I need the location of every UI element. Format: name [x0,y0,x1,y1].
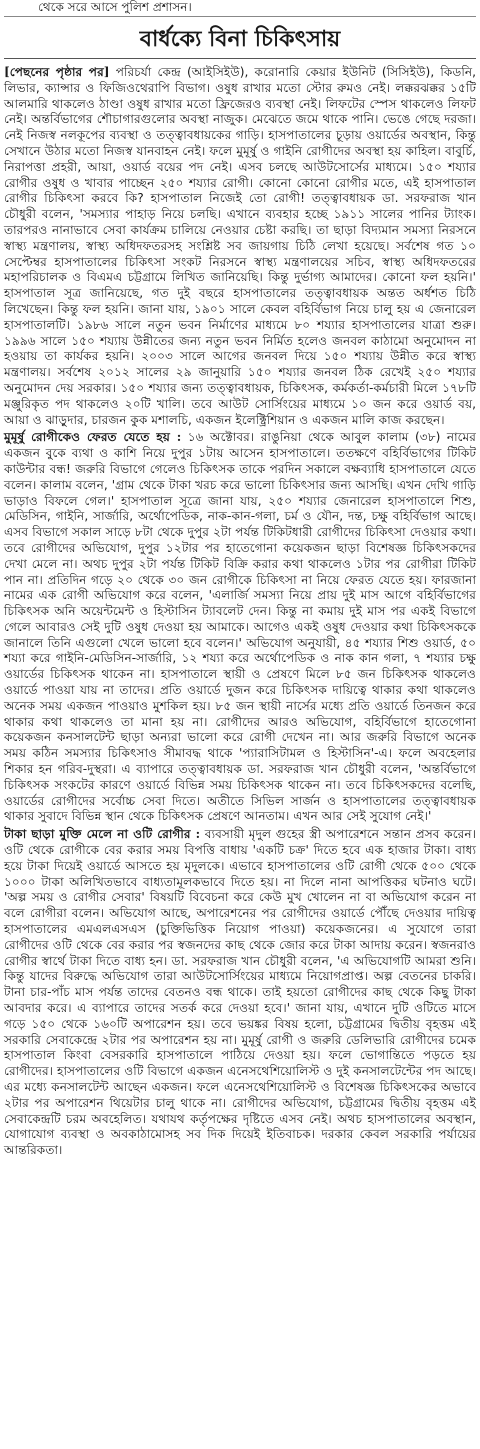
article-body [4,65,476,1159]
section-text: ১৬ অক্টোবর। রাঙুনিয়া থেকে আবুল কালাম (৩৮) নামের একজন বুকে ব্যথা ও কাশি নিয়ে দুপুর ১টায় আসেন হাসপাতালে। ততক্ষণে বহির্বিভাগের টিকিট কাউন্টার বন্ধ! জরুরি বিভাগে গেলেও চিকিৎসক তাকে পরদিন সকালে বক্ষব্যাধি হাসপাতালে যেতে বলেন। কালাম বলেন, 'গ্রাম থেকে টাকা খরচ করে ভালো চিকিৎসার জন্য আসছি। এখন দেখি গাড়ি ভাড়াও বিফলে গেল।' হাসপাতাল সূত্রে জানা যায়, ২৫০ শয্যার জেনারেল হাসপাতালে শিশু, মেডিসিন, গাইনি, সার্জারি, অর্থোপেডিক, নাক-কান-গলা, চর্ম ও যৌন, দন্ত, চক্ষু বহির্বিভাগ আছে। এসব বিভাগে সকাল সাড়ে ৮টা থেকে দুপুর ২টা পর্যন্ত টিকিটধারী রোগীদের চিকিৎসা দেওয়ার কথা। তবে রোগীদের অভিযোগ, দুপুর ১২টার পর হাতেগোনা কয়েকজন ছাড়া বিশেষজ্ঞ চিকিৎসকদের দেখা মেলে না। অথচ দুপুর ২টা পর্যন্ত টিকিট বিক্রি করার কথা থাকলেও ১টার পর রোগীরা টিকিট পান না। প্রতিদিন গড়ে ২০ থেকে ৩০ জন রোগীকে চিকিৎসা না নিয়ে ফেরত যেতে হয়। ফারজানা নামের এক রোগী অভিযোগ করে বলেন, 'এলার্জি সমস্যা নিয়ে প্রায় দুই মাস আগে বহির্বিভাগের চিকিৎসক অনি অয়েন্টমেন্ট ও হিস্টাসিন ট্যাবলেট দেন। কিন্তু না কমায় দুই মাস পর একই বিভাগে গেলে আবারও সেই দুটি ওষুধ দেওয়া হয় আমাকে। আগেও একই ওষুধ দেওয়ার কথা চিকিৎসককে জানালে তিনি এগুলো খেলে ভালো হবে বলেন।' অভিযোগ অনুযায়ী, ৪৫ শয্যার শিশু ওয়ার্ড, ৫০ শয্যা করে গাইনি-মেডিসিন-সার্জারি, ১২ শয্যা করে অর্থোপেডিক ও নাক কান গলা, ৭ শয্যার চক্ষু ওয়ার্ডের চিকিৎসক থাকেন না। হাসপাতালে স্থায়ী ও প্রেষণে মিলে ৮৫ জন চিকিৎসক থাকলেও ওয়ার্ডে পাওয়া যায় না তাদের। প্রতি ওয়ার্ডে দুজন করে চিকিৎসক দায়িত্বে থাকার কথা থাকলেও অনেক সময় একজন পাওয়াও মুশকিল হয়। ৮৫ জন স্থায়ী নার্সের মধ্যে প্রতি ওয়ার্ডে তিনজন করে থাকার কথা থাকলেও তা মানা হয় না। রোগীদের আরও অভিযোগ, বহির্বিভাগে হাতেগোনা কয়েকজন কনসালটেন্ট ছাড়া অন্যরা ভালো করে রোগী দেখেন না। আর জরুরি বিভাগে অনেক সময় কঠিন সমস্যার চিকিৎসাও সীমাবদ্ধ থাকে 'প্যারাসিটামল ও হিস্টাসিন'-এ। ফলে অবহেলার শিকার হন গরিব-দুস্থরা। এ ব্যাপারে তত্ত্বাবধায়ক ডা. সরফরাজ খান চৌধুরী বলেন, 'অন্তর্বিভাগে চিকিৎসক সংকটের কারণে ওয়ার্ডে বিভিন্ন সময় চিকিৎসক থাকেন না। তবে চিকিৎসকদের বলেছি, ওয়ার্ডের রোগীদের সর্বোচ্চ সেবা দিতে। অতীতে সিভিল সার্জন ও হাসপাতালের তত্ত্বাবধায়ক থাকার সুবাদে বিভিন্ন স্থান থেকে চিকিৎসক প্রেষণে আনতাম। এখন আর সেই সুযোগ নেই।' [4,430,476,824]
previous-article-fragment: থেকে সরে আসে পুলিশ প্রশাসন। [4,0,476,17]
article-section-ot-patients [4,827,476,1159]
article-section-continuation [4,65,476,428]
continuation-lead: [পেছনের পৃষ্ঠার পর] [4,65,110,79]
article-section-critical-patients [4,430,476,825]
subheading-critical-patients: মুমূর্ষু রোগীকেও ফেরত যেতে হয় : [4,430,182,445]
section-text: ব্যবসায়ী মৃদুল গুহের স্ত্রী অপারেশনে সন্তান প্রসব করেন। ওটি থেকে রোগীকে বের করার সময় বিপত্তি বাধায় 'একটি চক্র' দিতে হবে এক হাজার টাকা। বাধ্য হয়ে টাকা দিয়েই ওয়ার্ডে আসতে হয় মৃদুলকে। এভাবে হাসপাতালের ওটি রোগী থেকে ৫০০ থেকে ১০০০ টাকা অলিখিতভাবে বাধ্যতামূলকভাবে দিতে হয়। না দিলে নানা আপত্তিকর ঘটনাও ঘটে। 'অল্প সময় ও রোগীর সেবার' বিষয়টি বিবেচনা করে কেউ মুখ খোলেন না বা অভিযোগ করেন না বলে রোগীরা বলেন। অভিযোগ আছে, অপারেশনের পর রোগীদের ওয়ার্ডে পৌঁছে দেওয়ার দায়িত্ব হাসপাতালের এমএলএসএস (চুক্তিভিত্তিক নিয়োগ পাওয়া) কয়েকজনের। এ সুযোগে তারা রোগীদের ওটি থেকে বের করার পর স্বজনদের কাছ থেকে জোর করে টাকা আদায় করেন। স্বজনরাও রোগীর স্বার্থে টাকা দিতে বাধ্য হন। ডা. সরফরাজ খান চৌধুরী বলেন, 'এ অভিযোগটি আমরা শুনি। কিন্তু যাদের বিরুদ্ধে অভিযোগ তারা আউটসোর্সিংয়ের মাধ্যমে নিয়োগপ্রাপ্ত। অল্প বেতনের চাকরি। টানা চার-পাঁচ মাস পর্যন্ত তাদের বেতনও বন্ধ থাকে। তাই হয়তো রোগীদের কাছ থেকে কিছু টাকা আবদার করে। এ ব্যাপারে তাদের সতর্ক করে দেওয়া হবে।' জানা যায়, এখানে দুটি ওটিতে মাসে গড়ে ১৫০ থেকে ১৬০টি অপারেশন হয়। তবে ভয়ঙ্কর বিষয় হলো, চট্টগ্রামের দ্বিতীয় বৃহত্তম এই সরকারি সেবাকেন্দ্রে ২টার পর অপারেশন হয় না। মুমূর্ষু রোগী ও জরুরি ডেলিভারি রোগীদের চমেক হাসপাতাল কিংবা বেসরকারি হাসপাতালে পাঠিয়ে দেওয়া হয়। ফলে ভোগান্তিতে পড়তে হয় রোগীদের। হাসপাতালের ওটি বিভাগে একজন এনেসথেশিয়োলিস্ট ও দুই কনসালটেন্টের পদ আছে। এর মধ্যে কনসালটেন্ট আছেন একজন। ফলে এনেসথেশিয়োলিস্ট ও বিশেষজ্ঞ চিকিৎসকের অভাবে ২টার পর অপারেশন থিয়েটার চালু থাকে না। রোগীদের অভিযোগ, চট্টগ্রামের দ্বিতীয় বৃহত্তম এই সেবাকেন্দ্রটি চরম অবহেলিত। যথাযথ কর্তৃপক্ষের দৃষ্টিতে এসব নেই। অথচ হাসপাতালের অবস্থান, যোগাযোগ ব্যবস্থা ও অবকাঠামোসহ সব দিক দিয়েই ইতিবাচক। দরকার কেবল সরকারি পর্যায়ের আন্তরিকতা। [4,827,476,1158]
subheading-ot-patients: টাকা ছাড়া মুক্তি মেলে না ওটি রোগীর : [4,827,201,842]
article-headline: বার্ধক্যে বিনা চিকিৎসায় [4,25,476,59]
section-text: পরিচর্যা কেন্দ্র (আইসিইউ), করোনারি কেয়ার ইউনিট (সিসিইউ), কিডনি, লিভার, ক্যান্সার ও ফিজিওথেরাপি বিভাগ। ওষুধ রাখার মতো স্টোর রুমও নেই। লক্করঝক্কর ১৫টি আলমারি থাকলেও ঠাণ্ডা ওষুধ রাখার মতো ফ্রিজেরও ব্যবস্থা নেই। লিফটের স্পেস থাকলেও লিফট নেই। অন্তর্বিভাগের শৌচাগারগুলোর অবস্থা নাজুক। মেঝেতে জমে থাকে পানি। ভেঙে গেছে দরজা। নেই নিজস্ব নলকূপের ব্যবস্থা ও তত্ত্বাবধায়কের গাড়ি। হাসপাতালের চূড়ায় ওয়ার্ডের অবস্থান, কিন্তু সেখানে উঠার মতো নিজস্ব যানবাহন নেই। ফলে মুমূর্ষু ও গাইনি রোগীদের অবস্থা হয় কাহিল। বাবুর্চি, নিরাপত্তা প্রহরী, আয়া, ওয়ার্ড বয়ের পদ নেই। এসব চলছে আউটসোর্সের মাধ্যমে। ১৫০ শয্যার রোগীর ওষুধ ও খাবার পাচ্ছেন ২৫০ শয্যার রোগী। কোনো কোনো রোগীর মতে, এই হাসপাতাল রোগীর চিকিৎসা করবে কি? হাসপাতাল নিজেই তো রোগী! তত্ত্বাবধায়ক ডা. সরফরাজ খান চৌধুরী বলেন, 'সমস্যার পাহাড় নিয়ে চলছি। এখানে ব্যবহার হচ্ছে ১৯১১ সালের পানির ট্যাংক। তারপরও নানাভাবে সেবা কার্যক্রম চালিয়ে নেওয়ার চেষ্টা করছি। তা ছাড়া বিদ্যমান সমস্যা নিরসনে স্বাস্থ্য মন্ত্রণালয়, স্বাস্থ্য অধিদফতরসহ সংশ্লিষ্ট সব জায়গায় চিঠি লেখা হয়েছে। সর্বশেষ গত ১০ সেপ্টেম্বর হাসপাতালের চিকিৎসা সংকট নিরসনে স্বাস্থ্য মন্ত্রণালয়ের সচিব, স্বাস্থ্য অধিদফতরের মহাপরিচালক ও বিএমএ চট্টগ্রামে লিখিত জানিয়েছি। কিন্তু দুর্ভাগ্য আমাদের। কোনো ফল হয়নি।' হাসপাতাল সূত্র জানিয়েছে, গত দুই বছরে হাসপাতালের তত্ত্বাবধায়ক অন্তত অর্ধশত চিঠি লিখেছেন। কিন্তু ফল হয়নি। জানা যায়, ১৯০১ সালে কেবল বহির্বিভাগ নিয়ে চালু হয় এ জেনারেল হাসপাতালটি। ১৯৮৬ সালে নতুন ভবন নির্মাণের মাধ্যমে ৮০ শয্যার হাসপাতালের যাত্রা শুরু। ১৯৯৬ সালে ১৫০ শয্যায় উন্নীতের জন্য নতুন ভবন নির্মিত হলেও জনবল কাঠামো অনুমোদন না হওয়ায় তা কার্যকর হয়নি। ২০০৩ সালে আগের জনবল দিয়ে ১৫০ শয্যায় উন্নীত করে স্বাস্থ্য মন্ত্রণালয়। সর্বশেষ ২০১২ সালের ২৯ জানুয়ারি ১৫০ শয্যার জনবল ঠিক রেখেই ২৫০ শয্যার অনুমোদন দেয় সরকার। ১৫০ শয্যার জন্য তত্ত্বাবধায়ক, চিকিৎসক, কর্মকর্তা-কর্মচারী মিলে ১৭৮টি মঞ্জুরিকৃত পদ থাকলেও ২০টি খালি। তবে আউট সোর্সিংয়ের মাধ্যমে ১০ জন করে ওয়ার্ড বয়, আয়া ও ঝাড়ুদার, চারজন কুক মশালচি, একজন ইলেক্ট্রিশিয়ান ও একজন মালি কাজ করছেন। [4,65,476,427]
